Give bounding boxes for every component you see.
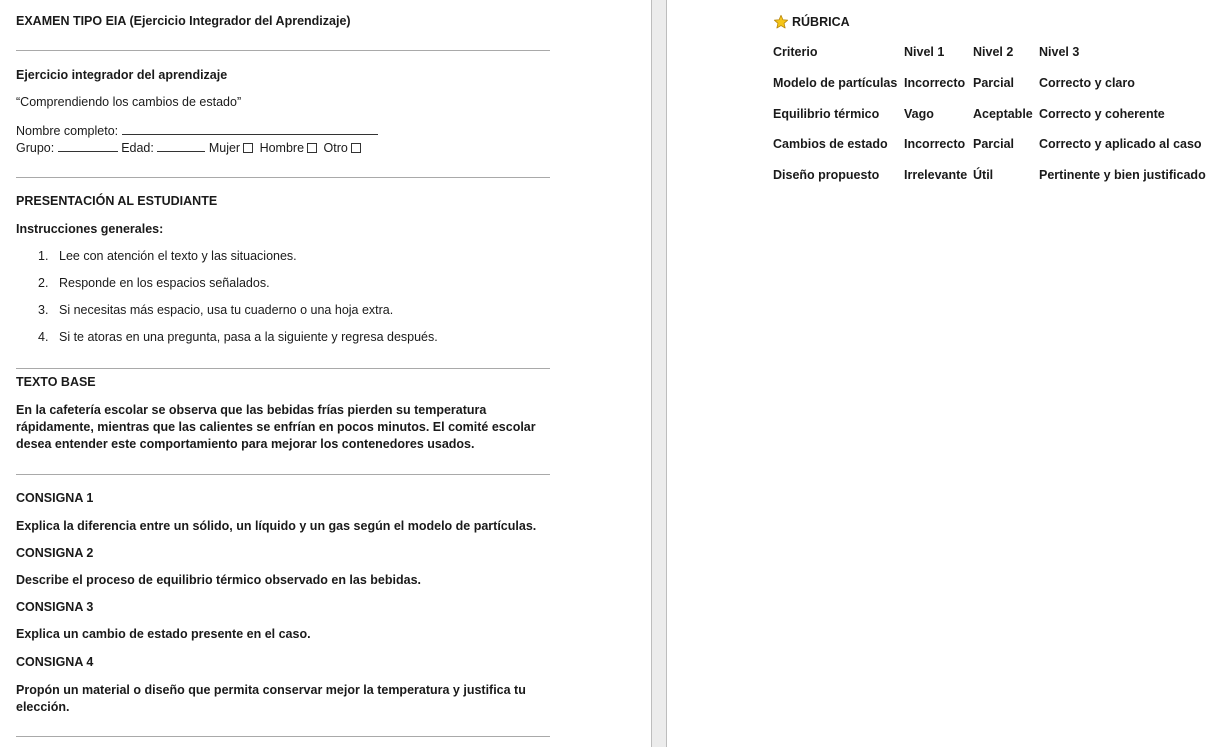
rubric-header-nivel-3: Nivel 3 [1039,45,1080,59]
instruction-text: Lee con atención el texto y las situaciones. [59,249,297,263]
document-subtitle: Ejercicio integrador del aprendizaje [16,68,228,82]
instruction-number: 3. [38,303,49,317]
divider [16,474,550,475]
task-2-text: Describe el proceso de equilibrio térmico observado en las bebidas. [16,573,421,587]
divider [16,736,550,737]
base-text-heading: TEXTO BASE [16,375,96,389]
pane-splitter[interactable] [651,0,667,747]
checkbox-hombre[interactable] [307,143,317,153]
age-input-line[interactable] [157,139,205,152]
instruction-number: 1. [38,249,49,263]
name-label: Nombre completo: [16,124,119,138]
rubric-title-row [773,14,850,30]
rubric-header-nivel-1: Nivel 1 [904,45,945,59]
quote-title: “Comprendiendo los cambios de estado” [16,95,242,109]
rubric-cell: Aceptable [973,107,1033,121]
task-2-heading: CONSIGNA 2 [16,546,94,560]
checkbox-mujer[interactable] [243,143,253,153]
group-input-line[interactable] [58,139,118,152]
rubric-cell: Incorrecto [904,137,966,151]
divider [16,177,550,178]
rubric-cell: Correcto y coherente [1039,107,1165,121]
rubric-pane [667,0,1222,747]
rubric-cell: Diseño propuesto [773,168,880,182]
rubric-cell: Parcial [973,76,1015,90]
task-4-text: Propón un material o diseño que permita conservar mejor la temperatura y justifica tu elección. [16,683,526,714]
name-input-line[interactable] [122,122,378,135]
instruction-text: Responde en los espacios señalados. [59,276,270,290]
task-3-text: Explica un cambio de estado presente en el caso. [16,627,311,641]
gender-option-hombre-label: Hombre [259,141,305,155]
task-3-heading: CONSIGNA 3 [16,600,94,614]
gender-option-otro-label: Otro [323,141,348,155]
instruction-text: Si necesitas más espacio, usa tu cuaderno o una hoja extra. [59,303,394,317]
rubric-header-nivel-2: Nivel 2 [973,45,1014,59]
name-field-row [16,122,378,140]
instruction-number: 2. [38,276,49,290]
instruction-item [38,302,393,319]
instruction-item [38,248,297,265]
rubric-cell: Útil [973,168,994,182]
base-text-body: En la cafetería escolar se observa que las bebidas frías pierden su temperatura rápidamente, mientras que las calientes se enfrían en pocos minutos. El comité escolar desea entender este comportamiento para mejorar los contenedores usados. [16,403,536,451]
task-1-heading: CONSIGNA 1 [16,491,94,505]
star-icon [773,14,789,30]
rubric-cell: Pertinente y bien justificado [1039,168,1206,182]
group-label: Grupo: [16,141,55,155]
rubric-cell: Incorrecto [904,76,966,90]
rubric-header-criterio: Criterio [773,45,818,59]
divider [16,50,550,51]
rubric-cell: Parcial [973,137,1015,151]
group-age-gender-row [16,139,364,157]
instructions-label: Instrucciones generales: [16,222,164,236]
instruction-text: Si te atoras en una pregunta, pasa a la siguiente y regresa después. [59,330,438,344]
rubric-cell: Modelo de partículas [773,76,898,90]
divider [16,368,550,369]
rubric-cell: Correcto y aplicado al caso [1039,137,1202,151]
rubric-cell: Equilibrio térmico [773,107,880,121]
instruction-number: 4. [38,330,49,344]
rubric-cell: Cambios de estado [773,137,888,151]
gender-option-mujer-label: Mujer [208,141,241,155]
presentation-heading: PRESENTACIÓN AL ESTUDIANTE [16,194,218,208]
task-1-text: Explica la diferencia entre un sólido, un líquido y un gas según el modelo de partículas. [16,519,537,533]
checkbox-otro[interactable] [351,143,361,153]
rubric-cell: Vago [904,107,934,121]
instruction-item [38,329,438,346]
instruction-item [38,275,270,292]
rubric-cell: Irrelevante [904,168,968,182]
rubric-cell: Correcto y claro [1039,76,1135,90]
age-label: Edad: [121,141,154,155]
rubric-title: RÚBRICA [792,15,850,29]
document-title: EXAMEN TIPO EIA (Ejercicio Integrador del Aprendizaje) [16,14,351,28]
task-4-heading: CONSIGNA 4 [16,655,94,669]
